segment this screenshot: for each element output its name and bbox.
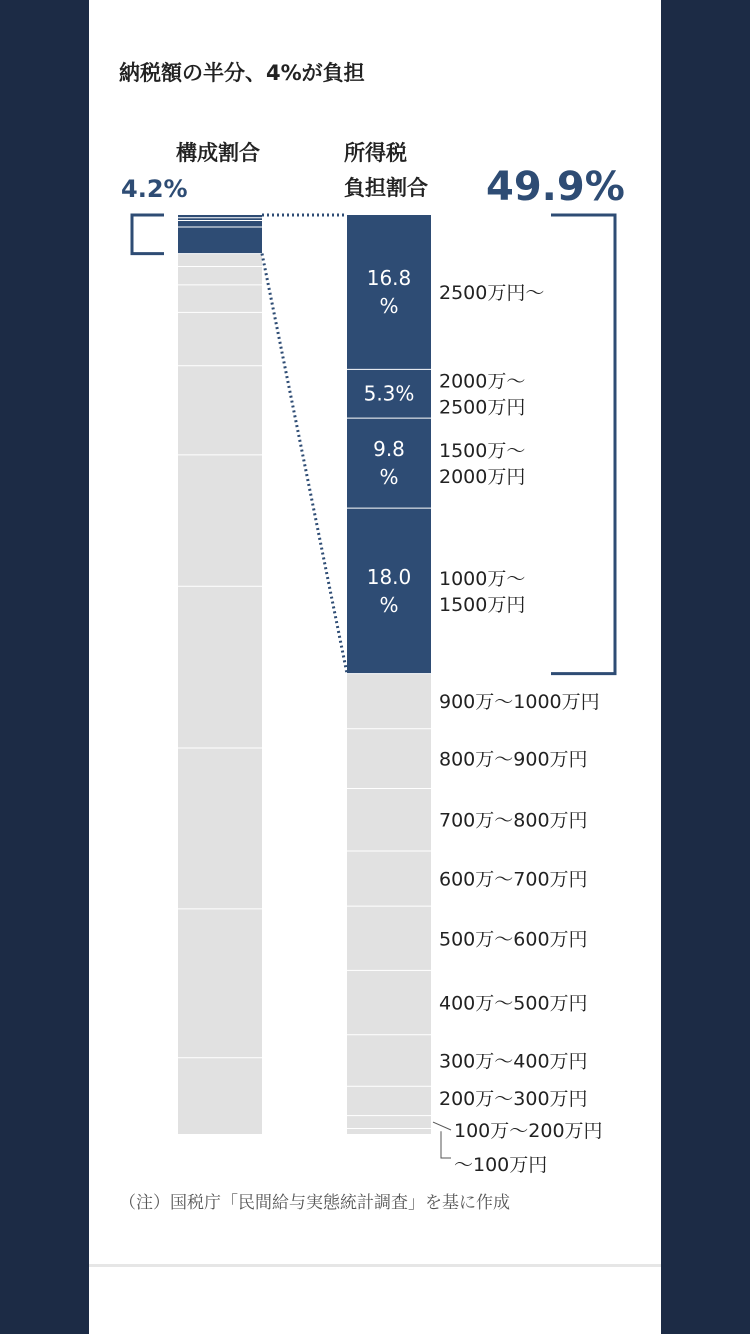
composition-bar-segment	[178, 227, 262, 254]
burden-bar-segment	[347, 970, 431, 1034]
chart-title: 納税額の半分、4%が負担	[119, 61, 365, 85]
data-label: %	[379, 592, 399, 617]
burden-bar-segment	[347, 851, 431, 906]
income-tax-chart	[89, 0, 661, 1334]
burden-bar-segment	[347, 788, 431, 850]
category-label: 700万〜800万円	[439, 809, 588, 832]
category-label: 900万〜1000万円	[439, 691, 600, 714]
burden-highlight: 49.9%	[486, 164, 625, 210]
composition-bar-segment	[178, 266, 262, 284]
category-label: 2500万円〜	[439, 282, 545, 305]
composition-bar-segment	[178, 455, 262, 586]
category-label: 2500万円	[439, 396, 526, 419]
category-label: 400万〜500万円	[439, 992, 588, 1015]
category-label: 1500万〜	[439, 440, 526, 463]
burden-bracket	[551, 215, 615, 674]
burden-bar-segment	[347, 418, 431, 508]
data-label: %	[379, 294, 399, 319]
composition-bar-segment	[178, 221, 262, 227]
category-label: 1000万〜	[439, 567, 526, 590]
composition-bracket	[132, 215, 164, 254]
composition-bar-segment	[178, 254, 262, 267]
data-label: 18.0	[366, 564, 412, 589]
category-label: 600万〜700万円	[439, 868, 588, 891]
category-label: 2000万〜	[439, 370, 526, 393]
burden-bar-segment	[347, 1086, 431, 1115]
category-label: 〜100万円	[454, 1154, 548, 1176]
burden-header-line1: 所得税	[344, 141, 407, 165]
burden-bar-segment	[347, 729, 431, 789]
category-label: 100万〜200万円	[454, 1120, 603, 1142]
burden-bar-segment	[347, 1035, 431, 1086]
burden-bar-segment	[347, 215, 431, 369]
burden-bar-segment	[347, 674, 431, 729]
composition-bar-segment	[178, 285, 262, 313]
category-label: 2000万円	[439, 466, 526, 489]
leader-line	[433, 1122, 451, 1130]
composition-bar-segment	[178, 366, 262, 455]
chart-card	[89, 0, 661, 1334]
composition-bar-segment	[178, 1058, 262, 1134]
leader-line	[441, 1131, 451, 1158]
data-label: 9.8	[373, 437, 405, 462]
composition-header: 構成割合	[176, 141, 260, 165]
category-label: 300万〜400万円	[439, 1050, 588, 1073]
category-label: 1500万円	[439, 593, 526, 616]
burden-bar-segment	[347, 1128, 431, 1134]
data-label: 16.8	[366, 266, 412, 291]
burden-bar-segment	[347, 508, 431, 673]
composition-bar-segment	[178, 909, 262, 1058]
connector-bottom	[262, 254, 347, 674]
composition-bar-segment	[178, 312, 262, 365]
data-label: 5.3%	[363, 381, 415, 406]
bottom-divider	[89, 1264, 661, 1267]
composition-bar-segment	[178, 748, 262, 909]
category-label: 800万〜900万円	[439, 748, 588, 771]
burden-header-line2: 負担割合	[344, 176, 428, 200]
data-label: %	[379, 465, 399, 490]
burden-bar-segment	[347, 906, 431, 970]
composition-bar-segment	[178, 586, 262, 748]
burden-bar-segment	[347, 1116, 431, 1129]
category-label: 500万〜600万円	[439, 928, 588, 951]
source-note: （注）国税庁「民間給与実態統計調査」を基に作成	[119, 1193, 510, 1213]
category-label: 200万〜300万円	[439, 1088, 588, 1110]
composition-highlight: 4.2%	[121, 175, 188, 203]
